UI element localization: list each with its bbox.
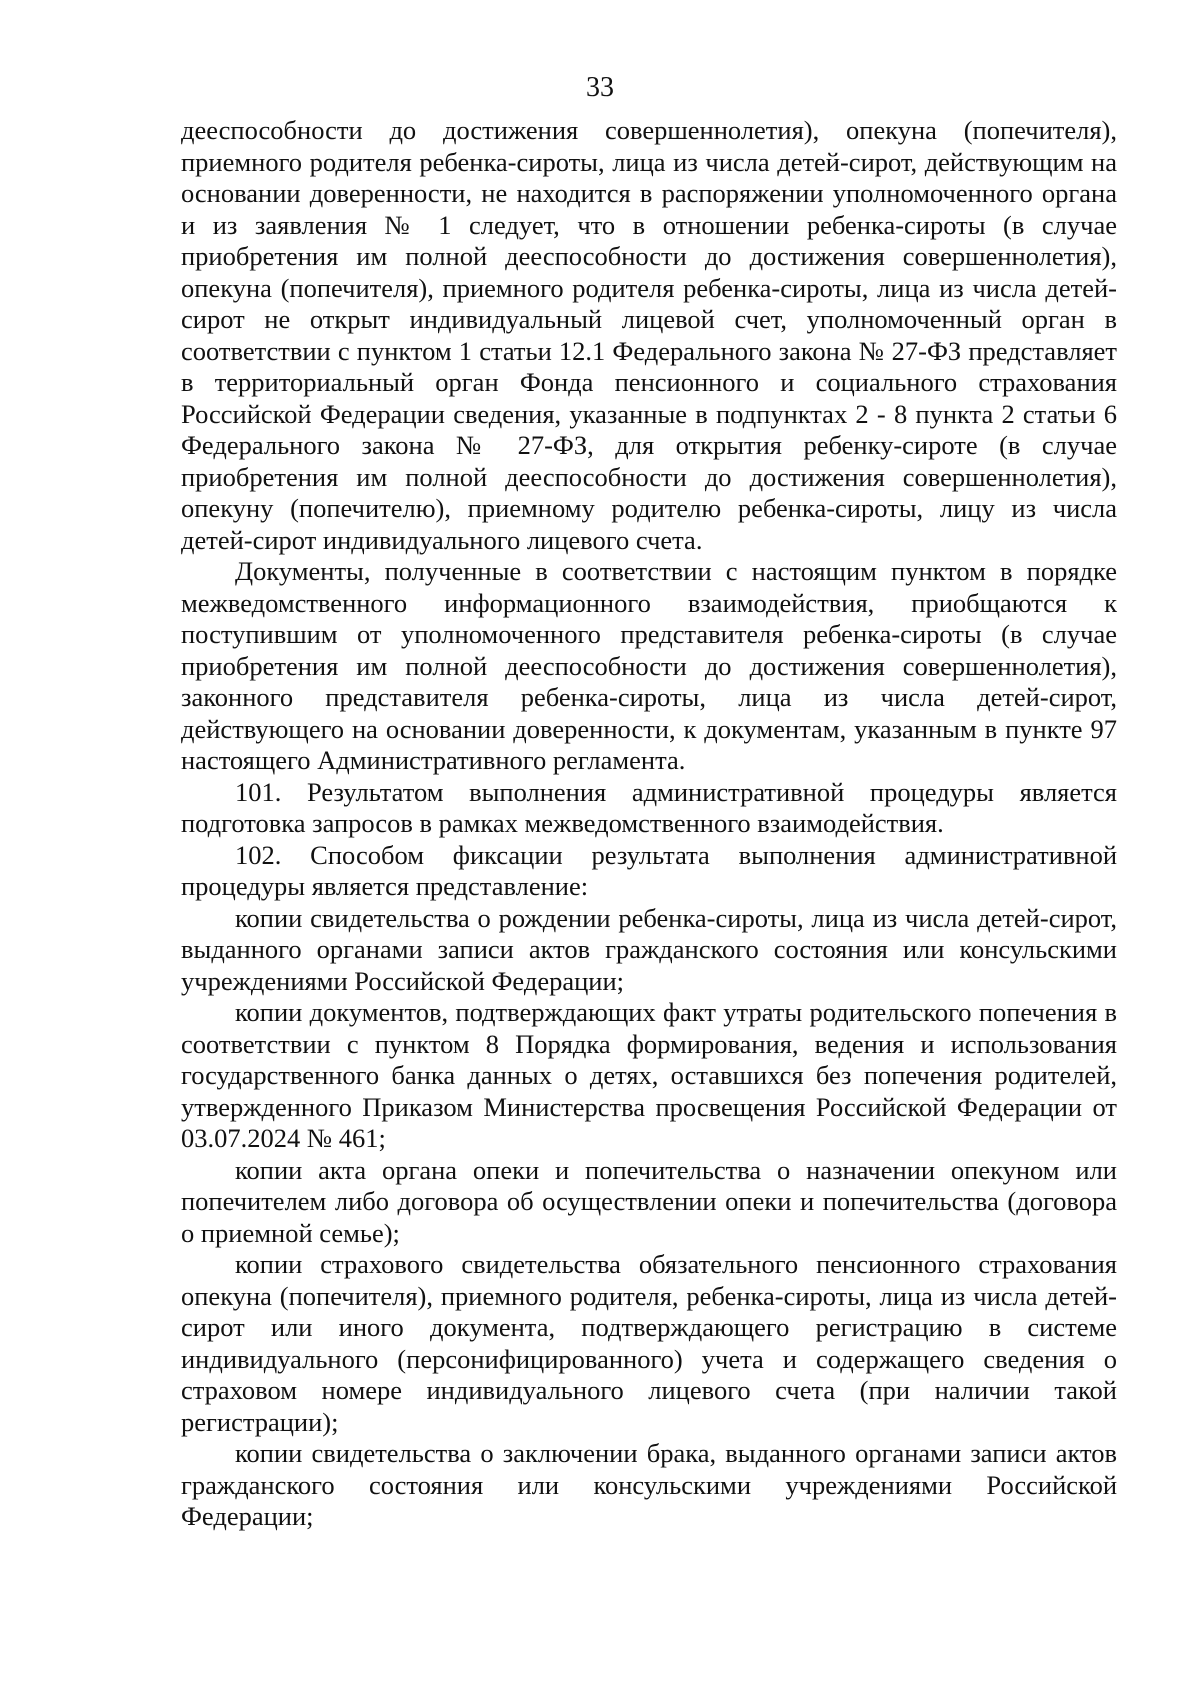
- list-item-insurance-certificate: копии страхового свидетельства обязательного пенсионного страхования опекуна (попечителя), приемного родителя, ребенка-сироты, лица из числа детей-сирот или иного документа, подтверждающего регистрацию в системе индивидуального (персонифицированного) учета и содержащего сведения о страховом номере индивидуального лицевого счета (при наличии такой регистрации);: [181, 1249, 1117, 1437]
- page-number: 33: [586, 72, 614, 103]
- paragraph-continuation: дееспособности до достижения совершеннолетия), опекуна (попечителя), приемного родителя ребенка-сироты, лица из числа детей-сирот, действующим на основании доверенности, не находится в распоряжении уполномоченного органа и из заявления № 1 следует, что в отношении ребенка-сироты (в случае приобретения им полной дееспособности до достижения совершеннолетия), опекуна (попечителя), приемного родителя ребенка-сироты, лица из числа детей-сирот не открыт индивидуальный лицевой счет, уполномоченный орган в соответствии с пунктом 1 статьи 12.1 Федерального закона № 27-ФЗ представляет в территориальный орган Фонда пенсионного и социального страхования Российской Федерации сведения, указанные в подпунктах 2 - 8 пункта 2 статьи 6 Федерального закона № 27-ФЗ, для открытия ребенку-сироте (в случае приобретения им полной дееспособности до достижения совершеннолетия), опекуну (попечителю), приемному родителю ребенка-сироты, лицу из числа детей-сирот индивидуального лицевого счета.: [181, 115, 1117, 555]
- paragraph-documents: Документы, полученные в соответствии с настоящим пунктом в порядке межведомственного информационного взаимодействия, приобщаются к поступившим от уполномоченного представителя ребенка-сироты (в случае приобретения им полной дееспособности до достижения совершеннолетия), законного представителя ребенка-сироты, лица из числа детей-сирот, действующего на основании доверенности, к документам, указанным в пункте 97 настоящего Административного регламента.: [181, 556, 1117, 775]
- list-item-birth-certificate: копии свидетельства о рождении ребенка-сироты, лица из числа детей-сирот, выданного органами записи актов гражданского состояния или консульскими учреждениями Российской Федерации;: [181, 902, 1117, 996]
- paragraph-102: 102. Способом фиксации результата выполнения административной процедуры является представление:: [181, 839, 1117, 901]
- paragraph-101: 101. Результатом выполнения административной процедуры является подготовка запросов в рамках межведомственного взаимодействия.: [181, 776, 1117, 838]
- list-item-loss-of-care: копии документов, подтверждающих факт утраты родительского попечения в соответствии с пунктом 8 Порядка формирования, ведения и использования государственного банка данных о детях, оставшихся без попечения родителей, утвержденного Приказом Министерства просвещения Российской Федерации от 03.07.2024 № 461;: [181, 997, 1117, 1153]
- list-item-marriage-certificate: копии свидетельства о заключении брака, выданного органами записи актов гражданского состояния или консульскими учреждениями Российской Федерации;: [181, 1438, 1117, 1531]
- document-body: [181, 115, 1117, 1533]
- list-item-guardianship-act: копии акта органа опеки и попечительства о назначении опекуном или попечителем либо договора об осуществлении опеки и попечительства (договора о приемной семье);: [181, 1154, 1117, 1248]
